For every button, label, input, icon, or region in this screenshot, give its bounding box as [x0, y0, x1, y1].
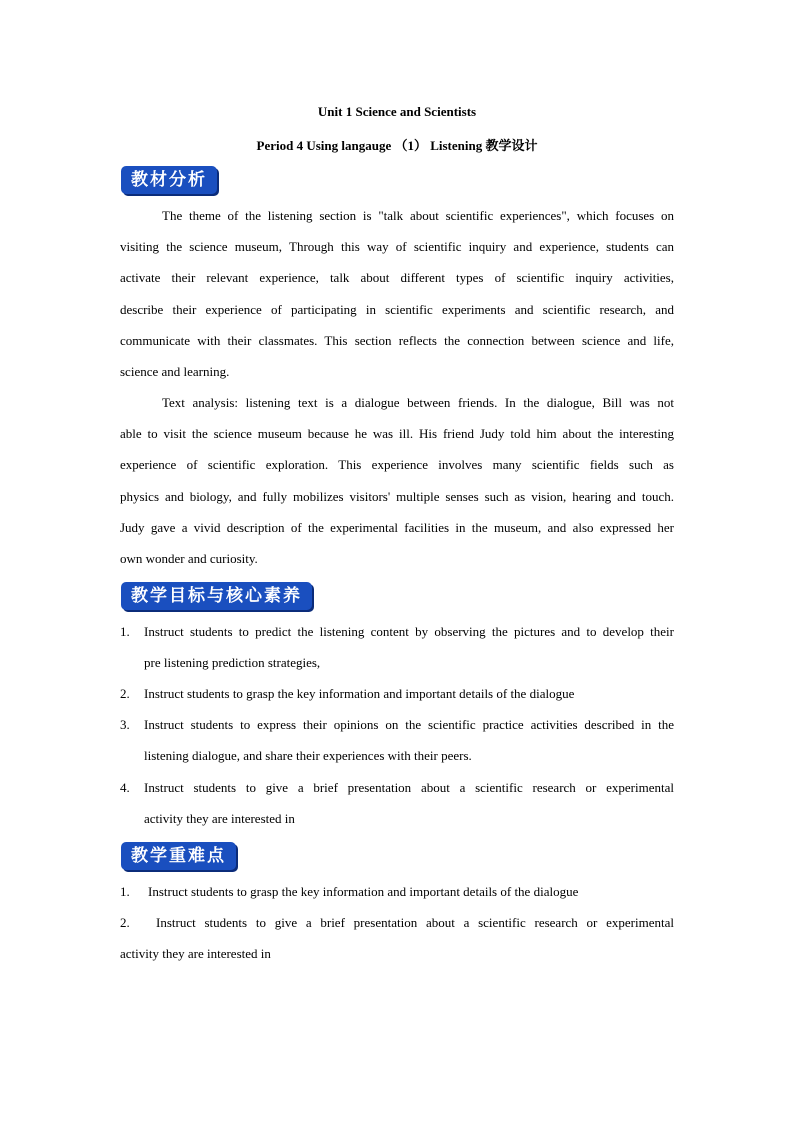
text-line: activate their relevant experience, talk about different types of scientific inquiry activities,: [120, 270, 674, 286]
text-line: Instruct students to grasp the key information and important details of the dialogue: [148, 884, 579, 899]
text-line: Judy gave a vivid description of the experimental facilities in the museum, and also expressed her: [120, 519, 674, 535]
text-line: activity they are interested in: [144, 811, 295, 827]
list-number: 4.: [120, 780, 130, 795]
list-number: 2.: [120, 686, 130, 701]
period-title: Period 4 Using langauge （1） Listening 教学设计: [256, 138, 538, 153]
list-number: 2.: [120, 915, 130, 930]
list-number: 3.: [120, 717, 130, 732]
text-line: physics and biology, and fully mobilizes visitors' multiple senses such as vision, hearing and touch.: [120, 488, 674, 504]
text-line: Instruct students to give a brief presentation about a scientific research or experimental: [144, 780, 674, 795]
text-line: own wonder and curiosity.: [120, 550, 258, 566]
list-text: Instruct students to give a brief presentation about a scientific research or experimental: [156, 915, 674, 930]
text-line: Instruct students to predict the listening content by observing the pictures and to develop their: [144, 624, 674, 639]
list-item: [120, 907, 674, 969]
section-badge-objectives: 教学目标与核心素养: [121, 582, 312, 610]
text-line: science and learning.: [120, 363, 230, 379]
text-line: pre listening prediction strategies,: [144, 655, 321, 671]
text-line: experience of scientific exploration. This experience involves many scientific fields such as: [120, 457, 674, 473]
paragraph-theme: [120, 200, 674, 387]
list-number: 1.: [120, 884, 130, 899]
text-line: communicate with their classmates. This section reflects the connection between science and life,: [120, 332, 674, 348]
text-line: Instruct students to grasp the key information and important details of the dialogue: [144, 686, 575, 701]
text-line: able to visit the science museum because he was ill. His friend Judy told him about the interesting: [120, 426, 674, 442]
text-line: Text analysis: listening text is a dialogue between friends. In the dialogue, Bill was not: [162, 395, 674, 410]
text-line: The theme of the listening section is "talk about scientific experiences", which focuses on: [162, 208, 674, 223]
text-line: visiting the science museum, Through this way of scientific inquiry and experience, students can: [120, 239, 674, 255]
section-badge-key-points: 教学重难点: [121, 842, 236, 870]
text-line: Instruct students to express their opinions on the scientific practice activities described in the: [144, 717, 674, 732]
list-number: 1.: [120, 624, 130, 639]
text-line: activity they are interested in: [120, 946, 271, 962]
text-line: describe their experience of participating in scientific experiments and scientific research, and: [120, 301, 674, 317]
text-line: [120, 907, 674, 938]
text-line: listening dialogue, and share their experiences with their peers.: [144, 748, 472, 764]
paragraph-text-analysis: [120, 387, 674, 574]
unit-title: Unit 1 Science and Scientists: [317, 104, 477, 119]
section-badge-textbook-analysis: 教材分析: [121, 166, 217, 194]
